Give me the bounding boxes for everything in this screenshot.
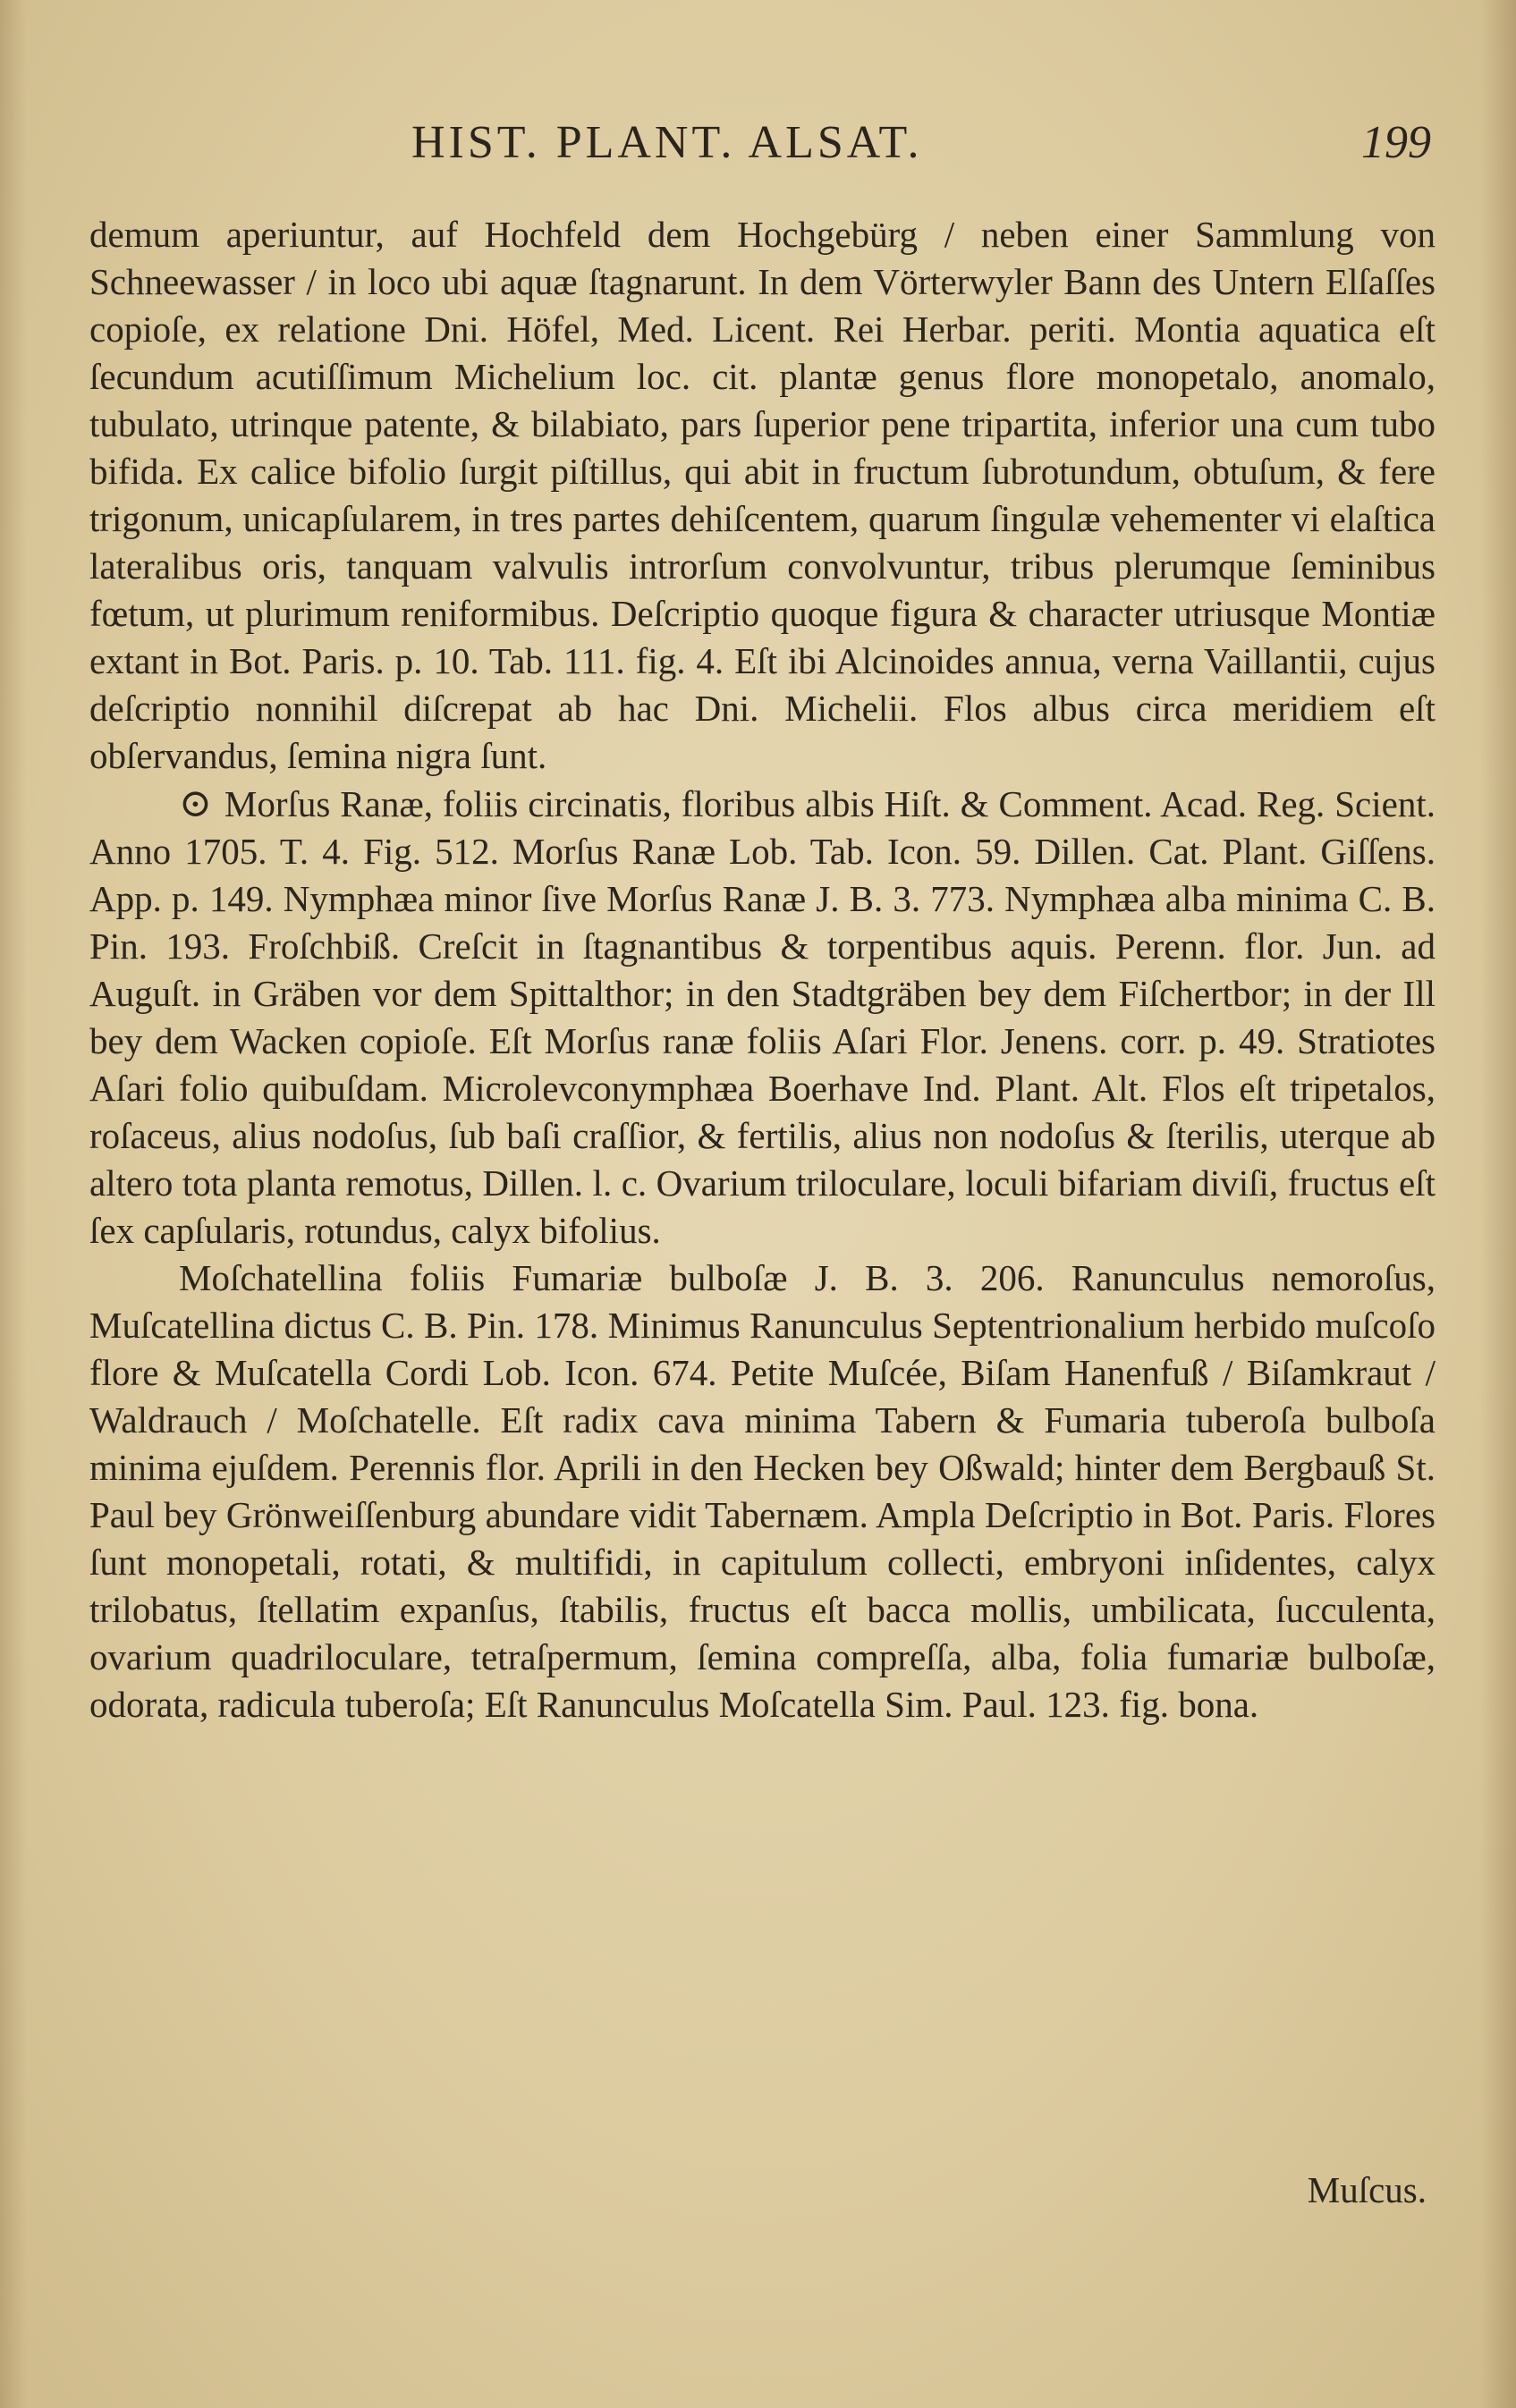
- page-number: 199: [1361, 117, 1431, 168]
- catchword: Muſcus.: [1307, 2169, 1427, 2210]
- body-text: [89, 211, 1436, 1728]
- paragraph-morsus-ranae: [89, 780, 1436, 1255]
- page-edge-shadow-left: [0, 0, 27, 2408]
- paragraph-moschatellina: Moſchatellina foliis Fumariæ bulboſæ J. B. 3. 206. Ranunculus nemoroſus, Muſcatellina dictus C. B. Pin. 178. Minimus Ranunculus Septentrionalium herbido muſcoſo flore & Muſcatella Cordi Lob. Icon. 674. Petite Muſcée, Biſam Hanenfuß / Biſamkraut / Waldrauch / Moſchatelle. Eſt radix cava minima Tabern & Fumaria tuberoſa bulboſa minima ejuſdem. Perennis flor. Aprili in den Hecken bey Oßwald; hinter dem Bergbauß St. Paul bey Grönweiſſenburg abundare vidit Tabernæm. Ampla Deſcriptio in Bot. Paris. Flores ſunt monopetali, rotati, & multifidi, in capitulum collecti, embryoni inſidentes, calyx trilobatus, ſtellatim expanſus, ſtabilis, fructus eſt bacca mollis, umbilicata, ſucculenta, ovarium quadriloculare, tetraſpermum, ſemina compreſſa, alba, folia fumariæ bulboſæ, odorata, radicula tuberoſa; Eſt Ranunculus Moſcatella Sim. Paul. 123. fig. bona.: [89, 1257, 1436, 1725]
- paragraph-morsus-ranae-text: Morſus Ranæ, foliis circinatis, floribus albis Hiſt. & Comment. Acad. Reg. Scient. Anno 1705. T. 4. Fig. 512. Morſus Ranæ Lob. Tab. Icon. 59. Dillen. Cat. Plant. Giſſens. App. p. 149. Nymphæa minor ſive Morſus Ranæ J. B. 3. 773. Nymphæa alba minima C. B. Pin. 193. Froſchbiß. Creſcit in ſtagnantibus & torpentibus aquis. Perenn. flor. Jun. ad Auguſt. in Gräben vor dem Spittalthor; in den Stadtgräben bey dem Fiſchertbor; in der Ill bey dem Wacken copioſe. Eſt Morſus ranæ foliis Aſari Flor. Jenens. corr. p. 49. Stratiotes Aſari folio quibuſdam. Microlevconymphæa Boerhave Ind. Plant. Alt. Flos eſt tripetalos, roſaceus, alius nodoſus, ſub baſi craſſior, & fertilis, alius non nodoſus & ſterilis, uterque ab altero tota planta remotus, Dillen. l. c. Ovarium triloculare, loculi bifariam diviſi, fructus eſt ſex capſularis, rotundus, calyx bifolius.: [89, 783, 1436, 1251]
- page-header: [89, 116, 1431, 179]
- perennial-symbol-icon: ⊙: [179, 782, 212, 825]
- running-title: HIST. PLANT. ALSAT.: [411, 117, 923, 168]
- paragraph-montia: demum aperiuntur, auf Hochfeld dem Hochgebürg / neben einer Sammlung von Schneewasser / in loco ubi aquæ ſtagnarunt. In dem Vörterwyler Bann des Untern Elſaſſes copioſe, ex relatione Dni. Höfel, Med. Licent. Rei Herbar. periti. Montia aquatica eſt ſecundum acutiſſimum Michelium loc. cit. plantæ genus flore monopetalo, anomalo, tubulato, utrinque patente, & bilabiato, pars ſuperior pene tripartita, inferior una cum tubo bifida. Ex calice bifolio ſurgit piſtillus, qui abit in fructum ſubrotundum, obtuſum, & fere trigonum, unicapſularem, in tres partes dehiſcentem, quarum ſingulæ vehementer vi elaſtica lateralibus oris, tanquam valvulis introrſum convolvuntur, tribus plerumque ſeminibus fœtum, ut plurimum reniformibus. Deſcriptio quoque figura & character utriusque Montiæ extant in Bot. Paris. p. 10. Tab. 111. fig. 4. Eſt ibi Alcinoides annua, verna Vaillantii, cujus deſcriptio nonnihil diſcrepat ab hac Dni. Michelii. Flos albus circa meridiem eſt obſervandus, ſemina nigra ſunt.: [89, 214, 1436, 776]
- page-edge-shadow-right: [1480, 0, 1516, 2408]
